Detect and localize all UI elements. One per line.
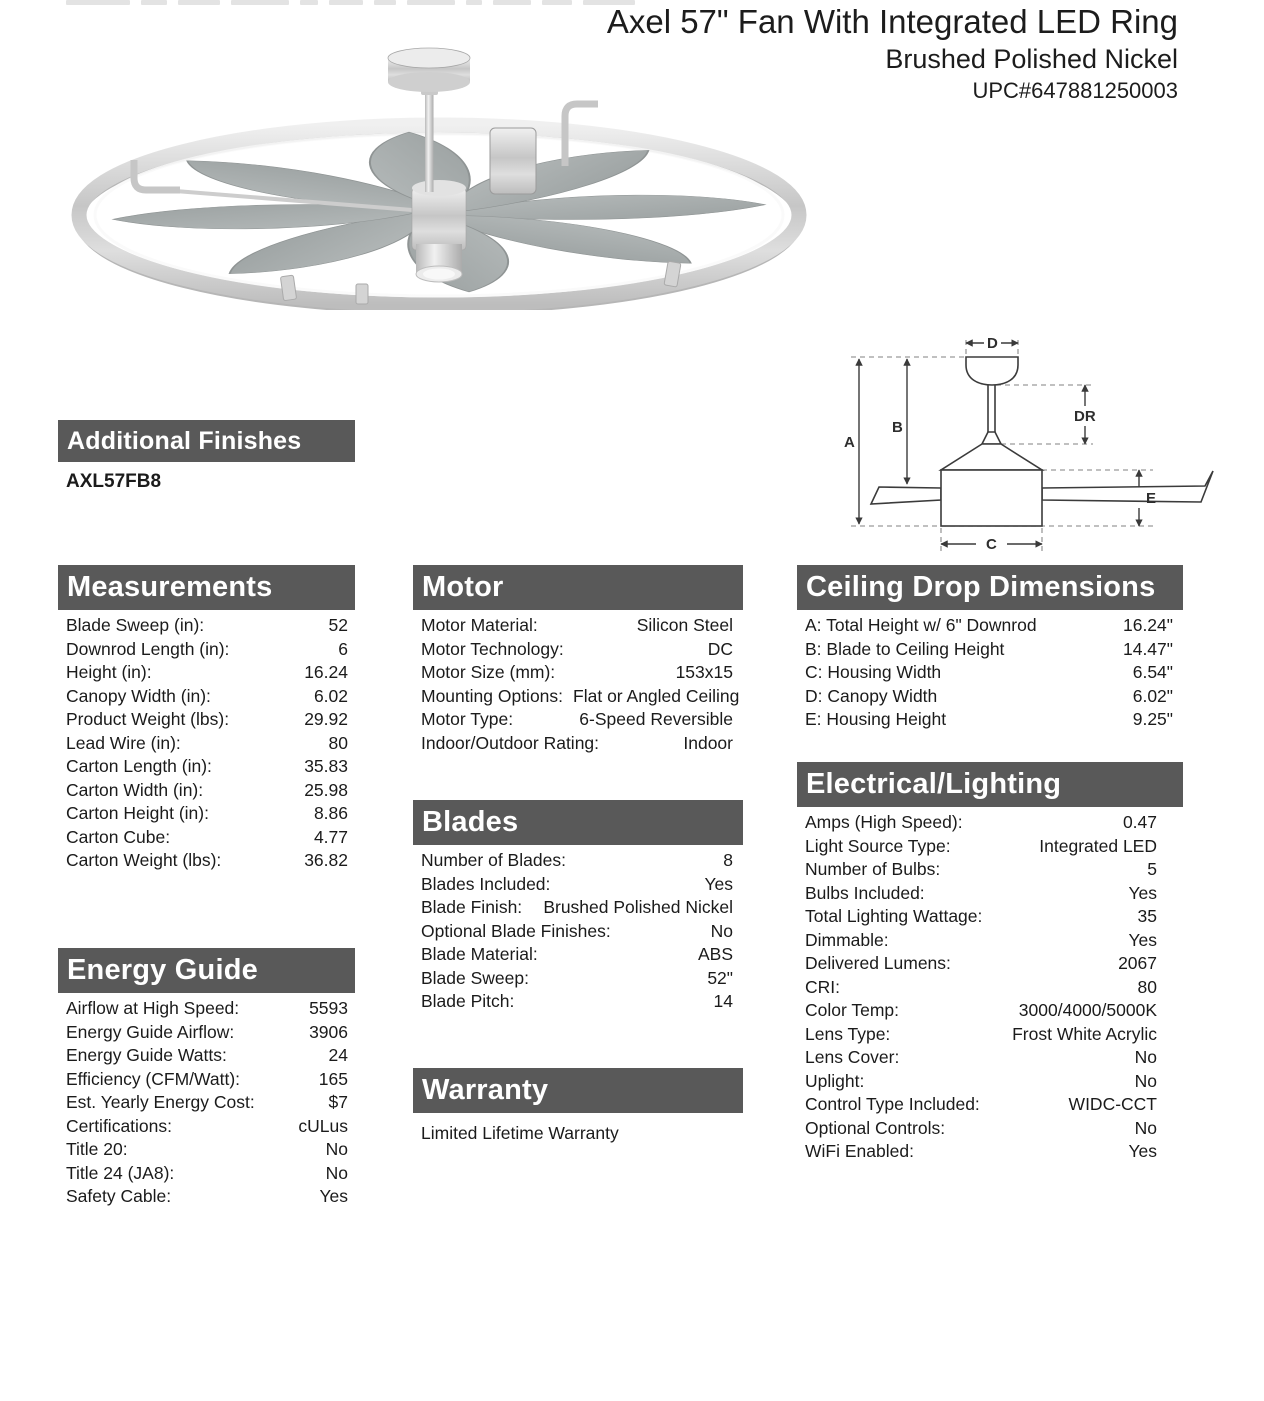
electrical-section <box>797 762 1183 1164</box>
spec-row <box>805 1070 1157 1094</box>
spec-value: Yes <box>1128 1141 1157 1161</box>
spec-label: Canopy Width (in): <box>66 685 211 706</box>
spec-value: 16.24 <box>304 662 348 682</box>
spec-label: B: Blade to Ceiling Height <box>805 638 1005 659</box>
ceiling-drop-header: Ceiling Drop Dimensions <box>797 565 1183 610</box>
spec-value: 24 <box>328 1045 348 1065</box>
spec-label: Product Weight (lbs): <box>66 709 230 729</box>
blades-section <box>413 800 743 1014</box>
spec-label: A: Total Height w/ 6" Downrod <box>805 615 1037 635</box>
spec-row <box>66 661 348 685</box>
spec-row <box>66 826 348 850</box>
spec-label: CRI: <box>805 976 840 997</box>
spec-row <box>805 1093 1157 1117</box>
spec-value: No <box>1134 1070 1157 1091</box>
fan-hub <box>412 180 466 282</box>
spec-value: cULus <box>298 1115 348 1136</box>
spec-row <box>805 708 1173 732</box>
spec-label: Optional Blade Finishes: <box>421 920 611 941</box>
spec-value: $7 <box>328 1092 348 1112</box>
fan-canopy <box>388 48 470 92</box>
spec-value: Flat or Angled Ceiling <box>573 685 740 706</box>
spec-row <box>805 858 1157 882</box>
spec-row <box>805 638 1173 662</box>
spec-label: C: Housing Width <box>805 662 942 682</box>
spec-row <box>66 1044 348 1068</box>
spec-row <box>805 614 1173 638</box>
spec-value: 3906 <box>309 1021 348 1042</box>
spec-row <box>421 614 733 638</box>
spec-label: Est. Yearly Energy Cost: <box>66 1092 255 1112</box>
dim-label-b: B <box>892 419 903 436</box>
measurements-header: Measurements <box>58 565 355 610</box>
spec-value: Yes <box>1128 929 1157 950</box>
additional-finishes-header: Additional Finishes <box>58 420 355 462</box>
diagram-fan-outline <box>871 357 1213 526</box>
spec-label: Total Lighting Wattage: <box>805 906 983 926</box>
spec-label: Blades Included: <box>421 873 551 894</box>
spec-row <box>66 1138 348 1162</box>
spec-value: 9.25" <box>1132 709 1173 729</box>
spec-row <box>805 661 1173 685</box>
spec-label: Downrod Length (in): <box>66 638 230 659</box>
dimension-diagram <box>835 330 1245 570</box>
spec-value: 6.02 <box>313 685 348 706</box>
spec-label: Energy Guide Watts: <box>66 1045 227 1065</box>
spec-label: Motor Type: <box>421 709 514 729</box>
motor-header: Motor <box>413 565 743 610</box>
spec-row <box>66 997 348 1021</box>
spec-label: Lead Wire (in): <box>66 732 181 753</box>
spec-label: Delivered Lumens: <box>805 953 951 973</box>
spec-value: 4.77 <box>313 826 348 847</box>
spec-label: Uplight: <box>805 1070 865 1091</box>
diagram-blade-right <box>1042 471 1213 502</box>
ceiling-drop-section <box>797 565 1183 732</box>
spec-label: Airflow at High Speed: <box>66 998 240 1018</box>
spec-label: Title 24 (JA8): <box>66 1162 175 1183</box>
spec-row <box>66 1068 348 1092</box>
diagram-blade-left <box>871 487 941 504</box>
spec-label: Carton Cube: <box>66 826 171 847</box>
spec-label: Blade Material: <box>421 944 538 964</box>
spec-row <box>66 802 348 826</box>
spec-row <box>805 1117 1157 1141</box>
spec-label: Color Temp: <box>805 1000 900 1020</box>
spec-value: 0.47 <box>1122 812 1157 832</box>
spec-value: No <box>325 1162 348 1183</box>
dim-label-a: A <box>844 434 855 451</box>
dim-label-c: C <box>986 536 997 553</box>
energy-guide-header: Energy Guide <box>58 948 355 993</box>
spec-value: 80 <box>328 732 348 753</box>
spec-label: Indoor/Outdoor Rating: <box>421 732 600 753</box>
spec-row <box>421 732 733 756</box>
spec-value: ABS <box>697 944 733 964</box>
spec-value: 5 <box>1147 859 1157 879</box>
spec-label: Efficiency (CFM/Watt): <box>66 1068 241 1089</box>
blades-header: Blades <box>413 800 743 845</box>
spec-row <box>805 905 1157 929</box>
spec-value: 2067 <box>1118 953 1157 973</box>
spec-value: Indoor <box>683 732 733 753</box>
spec-label: Carton Width (in): <box>66 779 204 800</box>
spec-value: Integrated LED <box>1039 835 1157 856</box>
spec-row <box>805 929 1157 953</box>
spec-row <box>66 1115 348 1139</box>
spec-row <box>66 1162 348 1186</box>
spec-row <box>421 943 733 967</box>
spec-row <box>805 1046 1157 1070</box>
spec-value: 6.02" <box>1132 685 1173 706</box>
spec-value: 14 <box>713 991 733 1011</box>
spec-row <box>421 661 733 685</box>
measurements-section <box>58 565 355 873</box>
measurements-rows <box>58 610 355 873</box>
spec-row <box>66 1021 348 1045</box>
spec-label: Blade Finish: <box>421 897 523 917</box>
spec-value: Yes <box>704 873 733 894</box>
product-upc: UPC#647881250003 <box>972 78 1178 103</box>
spec-value: DC <box>707 638 733 659</box>
spec-value: 5593 <box>309 998 348 1018</box>
spec-label: Title 20: <box>66 1139 128 1159</box>
spec-row <box>66 779 348 803</box>
spec-label: Mounting Options: <box>421 685 564 706</box>
spec-row <box>805 882 1157 906</box>
spec-value: WIDC-CCT <box>1068 1094 1157 1114</box>
spec-row <box>66 732 348 756</box>
spec-row <box>66 755 348 779</box>
spec-row <box>421 896 733 920</box>
spec-row <box>66 614 348 638</box>
spec-row <box>421 685 740 709</box>
spec-row <box>805 999 1157 1023</box>
spec-row <box>66 638 348 662</box>
spec-label: Certifications: <box>66 1115 173 1136</box>
electrical-rows <box>797 807 1183 1164</box>
spec-row <box>805 952 1157 976</box>
product-title: Axel 57" Fan With Integrated LED Ring <box>606 3 1178 40</box>
spec-row <box>421 638 733 662</box>
blades-rows <box>413 845 743 1014</box>
spec-row <box>421 967 733 991</box>
spec-label: Number of Bulbs: <box>805 859 941 879</box>
diagram-housing <box>941 470 1042 526</box>
spec-label: Lens Cover: <box>805 1047 900 1067</box>
spec-label: Height (in): <box>66 662 152 682</box>
spec-row <box>421 990 733 1014</box>
spec-row <box>66 849 348 873</box>
spec-value: Brushed Polished Nickel <box>543 897 733 917</box>
spec-value: 6.54" <box>1132 662 1173 682</box>
spec-label: Carton Height (in): <box>66 803 209 823</box>
spec-value: 52" <box>707 967 733 988</box>
spec-label: Motor Size (mm): <box>421 662 556 682</box>
diagram-canopy <box>966 357 1018 385</box>
spec-label: Optional Controls: <box>805 1117 946 1138</box>
finish-code: AXL57FB8 <box>66 471 162 492</box>
spec-label: E: Housing Height <box>805 709 947 729</box>
spec-value: 35.83 <box>304 756 348 776</box>
spec-value: No <box>325 1139 348 1159</box>
dim-label-dr: DR <box>1074 408 1096 425</box>
spec-row <box>421 920 733 944</box>
spec-label: Number of Blades: <box>421 850 566 870</box>
spec-row <box>421 849 733 873</box>
spec-label: Blade Sweep (in): <box>66 615 205 635</box>
spec-label: Amps (High Speed): <box>805 812 963 832</box>
spec-value: 6 <box>338 638 348 659</box>
warranty-text: Limited Lifetime Warranty <box>421 1123 619 1143</box>
ceiling-drop-rows <box>797 610 1183 732</box>
spec-value: Frost White Acrylic <box>1012 1023 1157 1044</box>
dim-label-d: D <box>987 335 998 352</box>
product-finish: Brushed Polished Nickel <box>885 44 1178 74</box>
spec-row <box>805 1023 1157 1047</box>
energy-guide-section <box>58 948 355 1209</box>
spec-value: 52 <box>328 615 348 635</box>
spec-value: 8.86 <box>313 803 348 823</box>
warranty-section <box>413 1068 743 1144</box>
spec-label: Dimmable: <box>805 929 889 950</box>
spec-row <box>805 1140 1157 1164</box>
energy-guide-rows <box>58 993 355 1209</box>
product-image-fan <box>60 38 820 310</box>
spec-value: Yes <box>319 1186 348 1206</box>
spec-row <box>805 976 1157 1000</box>
spec-label: Motor Material: <box>421 615 538 635</box>
spec-label: D: Canopy Width <box>805 685 938 706</box>
spec-value: 8 <box>723 850 733 870</box>
spec-value: 80 <box>1137 976 1157 997</box>
spec-label: Carton Weight (lbs): <box>66 850 222 870</box>
spec-row <box>805 835 1157 859</box>
spec-row <box>66 708 348 732</box>
spec-label: Motor Technology: <box>421 638 564 659</box>
spec-label: WiFi Enabled: <box>805 1141 914 1161</box>
spec-row <box>805 811 1157 835</box>
additional-finishes-section <box>58 420 355 493</box>
spec-label: Carton Length (in): <box>66 756 212 776</box>
spec-value: 25.98 <box>304 779 348 800</box>
spec-row <box>421 873 733 897</box>
cutoff-text-artifact <box>66 0 635 5</box>
spec-value: 165 <box>318 1068 348 1089</box>
spec-value: 36.82 <box>304 850 348 870</box>
spec-label: Blade Pitch: <box>421 991 515 1011</box>
spec-value: 14.47" <box>1122 638 1173 659</box>
spec-label: Bulbs Included: <box>805 882 925 903</box>
motor-rows <box>413 610 743 755</box>
spec-row <box>421 708 733 732</box>
spec-label: Light Source Type: <box>805 835 951 856</box>
spec-value: 3000/4000/5000K <box>1018 1000 1157 1020</box>
spec-value: Yes <box>1128 882 1157 903</box>
spec-row <box>66 1185 348 1209</box>
spec-label: Lens Type: <box>805 1023 891 1044</box>
spec-value: 29.92 <box>304 709 348 729</box>
spec-value: Silicon Steel <box>636 615 733 635</box>
dim-label-e: E <box>1146 490 1157 507</box>
spec-value: No <box>1134 1117 1157 1138</box>
spec-label: Blade Sweep: <box>421 967 529 988</box>
spec-value: 153x15 <box>675 662 733 682</box>
spec-row <box>805 685 1173 709</box>
spec-label: Control Type Included: <box>805 1094 980 1114</box>
electrical-header: Electrical/Lighting <box>797 762 1183 807</box>
warranty-header: Warranty <box>413 1068 743 1113</box>
spec-row <box>66 1091 348 1115</box>
motor-section <box>413 565 743 755</box>
spec-row <box>66 685 348 709</box>
spec-label: Energy Guide Airflow: <box>66 1021 235 1042</box>
spec-value: No <box>1134 1047 1157 1067</box>
spec-value: 35 <box>1137 906 1157 926</box>
spec-label: Safety Cable: <box>66 1186 172 1206</box>
spec-value: No <box>710 920 733 941</box>
spec-value: 6-Speed Reversible <box>579 709 733 729</box>
spec-value: 16.24" <box>1122 615 1173 635</box>
